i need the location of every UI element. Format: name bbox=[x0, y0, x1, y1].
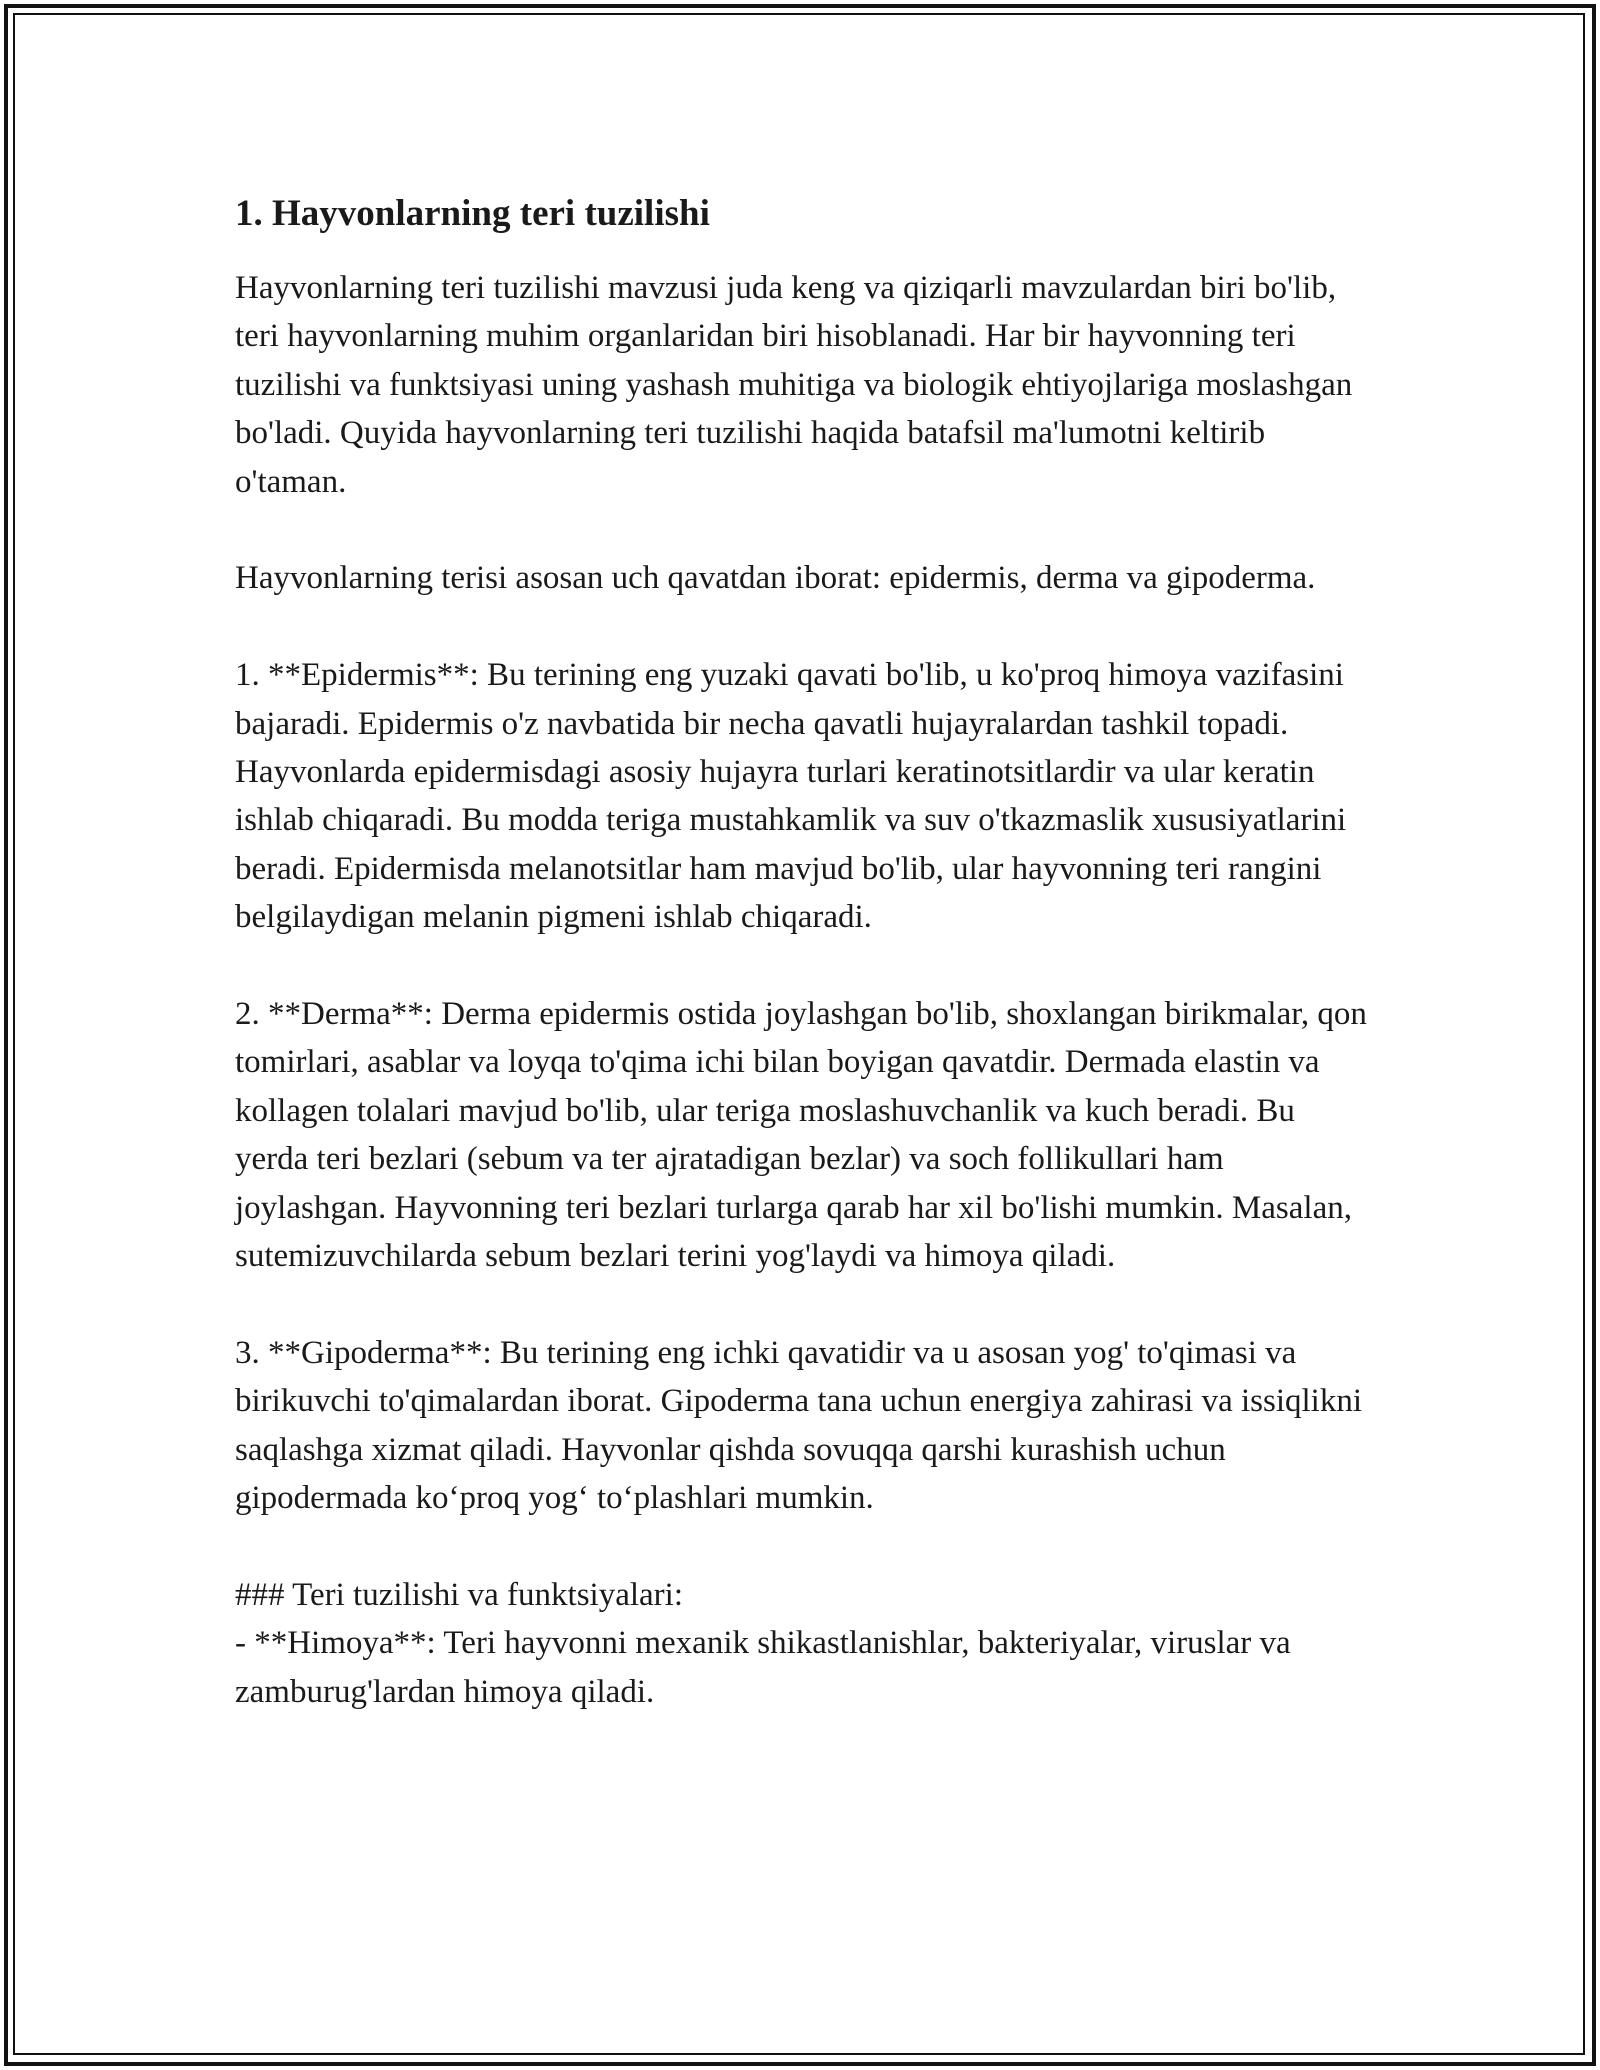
intro-paragraph: Hayvonlarning teri tuzilishi mavzusi juda keng va qiziqarli mavzulardan biri bo'lib, teri hayvonlarning muhim organlaridan biri hisoblanadi. Har bir hayvonning teri tuzilishi va funktsiyasi uning yashash muhitiga va biologik ehtiyojlariga moslashgan bo'ladi. Quyida hayvonlarning teri tuzilishi haqida batafsil ma'lumotni keltirib o'taman. bbox=[235, 270, 1361, 500]
derma-paragraph: 2. **Derma**: Derma epidermis ostida joylashgan bo'lib, shoxlangan birikmalar, qon tomirlari, asablar va loyqa to'qima ichi bilan boyigan qavatdir. Dermada elastin va kollagen tolalari mavjud bo'lib, ular teriga moslashuvchanlik va kuch beradi. Bu yerda teri bezlari (sebum va ter ajratadigan bezlar) va soch follikullari ham joylashgan. Hayvonning teri bezlari turlarga qarab har xil bo'lishi mumkin. Masalan, sutemizuvchilarda sebum bezlari terini yog'laydi va himoya qiladi. bbox=[235, 996, 1376, 1275]
document-body bbox=[235, 188, 1375, 1716]
page-title: 1. Hayvonlarning teri tuzilishi bbox=[235, 193, 710, 234]
paragraph-gap bbox=[235, 942, 1375, 990]
epidermis-paragraph: 1. **Epidermis**: Bu terining eng yuzaki qavati bo'lib, u ko'proq himoya vazifasini bajaradi. Epidermis o'z navbatida bir necha qavatli hujayralardan tashkil topadi. Hayvonlarda epidermisdagi asosiy hujayra turlari keratinotsitlardir va ular keratin ishlab chiqaradi. Bu modda teriga mustahkamlik va suv o'tkazmaslik xususiyatlarini beradi. Epidermisda melanotsitlar ham mavjud bo'lib, ular hayvonning teri rangini belgilaydigan melanin pigmeni ishlab chiqaradi. bbox=[235, 657, 1355, 936]
paragraph-gap bbox=[235, 1280, 1375, 1328]
paragraph-gap bbox=[235, 1523, 1375, 1571]
paragraph-gap bbox=[235, 506, 1375, 554]
section-subheading: ### Teri tuzilishi va funktsiyalari: bbox=[235, 1576, 683, 1613]
layers-summary-paragraph: Hayvonlarning terisi asosan uch qavatdan iborat: epidermis, derma va gipoderma. bbox=[235, 560, 1316, 597]
gipoderma-paragraph: 3. **Gipoderma**: Bu terining eng ichki qavatidir va u asosan yog' to'qimasi va birikuvchi to'qimalardan iborat. Gipoderma tana uchun energiya zahirasi va issiqlikni saqlashga xizmat qiladi. Hayvonlar qishda sovuqqa qarshi kurashish uchun gipodermada ko‘proq yog‘ to‘plashlari mumkin. bbox=[235, 1334, 1371, 1517]
list-item-himoya: - **Himoya**: Teri hayvonni mexanik shikastlanishlar, bakteriyalar, viruslar va zamburug'lardan himoya qiladi. bbox=[235, 1625, 1299, 1710]
paragraph-gap bbox=[235, 603, 1375, 651]
